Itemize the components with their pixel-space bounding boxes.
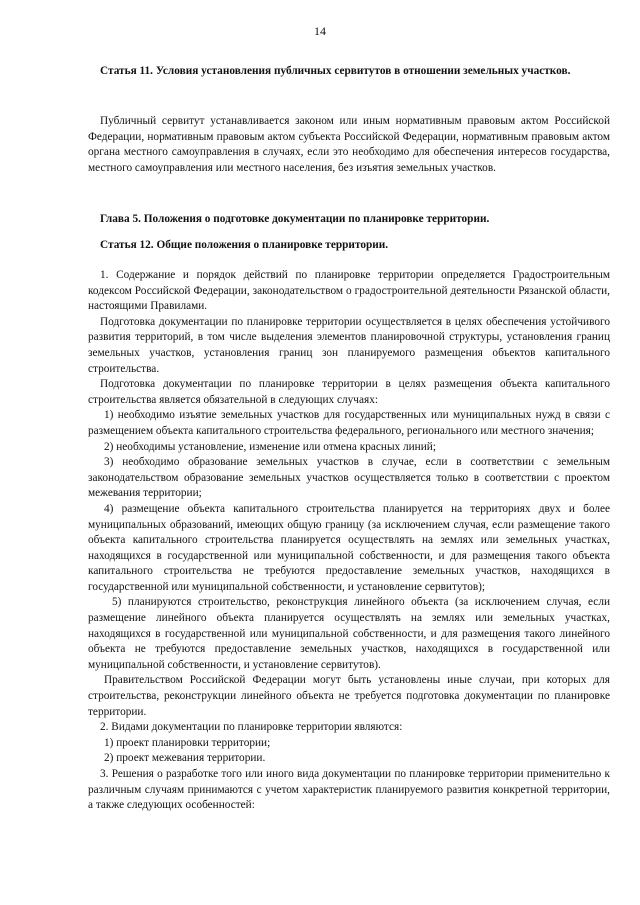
- list-item: 5) планируются строительство, реконструкция линейного объекта (за исключением случая, если размещение линейного объекта планируется осуществлять на землях или земельных участках, находящихся в государственной или муниципальной собственности, и для размещения такого линейного объекта не требуются предоставление земельных участков, находящихся в государственной или муниципальной собственности, и установление сервитутов).: [88, 596, 610, 671]
- list-item: 1) необходимо изъятие земельных участков для государственных или муниципальных нужд в связи с размещением объекта капитального строительства федерального, регионального или местного значения;: [88, 409, 610, 437]
- paragraph: Подготовка документации по планировке территории осуществляется в целях обеспечения устойчивого развития территорий, в том числе выделения элементов планировочной структуры, установления границ земельных участков, установления границ зон планируемого размещения объектов капитального строительства.: [88, 315, 610, 375]
- chapter-5-heading: Глава 5. Положения о подготовке документации по планировке территории.: [100, 213, 490, 225]
- page-number: 14: [314, 24, 326, 38]
- paragraph: 3. Решения о разработке того или иного вида документации по планировке территории применительно к различным случаям принимаются с учетом характеристик планируемого развития конкретной территории, а также следующих особенностей:: [88, 768, 610, 812]
- paragraph: 2. Видами документации по планировке территории являются:: [100, 721, 403, 734]
- list-item: 3) необходимо образование земельных участков в случае, если в соответствии с земельным законодательством образование земельных участков осуществляется только в соответствии с проектом межевания территории;: [88, 456, 610, 500]
- article-11-heading: Статья 11. Условия установления публичных сервитутов в отношении земельных участков.: [100, 65, 571, 77]
- article-11-paragraph: Публичный сервитут устанавливается законом или иным нормативным правовым актом Российской Федерации, нормативным правовым актом субъекта Российской Федерации, нормативным правовым актом органа местного самоуправления в случаях, если это необходимо для обеспечения интересов государства, местного самоуправления или местного населения, без изъятия земельных участков.: [88, 115, 610, 174]
- list-item: 1) проект планировки территории;: [104, 736, 271, 749]
- list-item: 2) необходимы установление, изменение или отмена красных линий;: [104, 440, 436, 453]
- article-11: [88, 64, 610, 80]
- article-11-body: [88, 114, 610, 176]
- paragraph: Подготовка документации по планировке территории в целях размещения объекта капитального строительства является обязательной в следующих случаях:: [88, 378, 610, 406]
- paragraph: Правительством Российской Федерации могут быть установлены иные случаи, при которых для строительства, реконструкции линейного объекта не требуется подготовка документации по планировке территории.: [88, 674, 610, 718]
- list-item: 4) размещение объекта капитального строительства планируется на территориях двух и более муниципальных образований, имеющих общую границу (за исключением случая, если размещение такого объекта капитального строительства планируется осуществлять на землях или земельных участках, находящихся в государственной или муниципальной собственности, и для размещения такого объекта капитального строительства не требуются предоставление земельных участков, находящихся в государственной или муниципальной собственности, и установление сервитутов);: [88, 502, 610, 593]
- article-12-heading: Статья 12. Общие положения о планировке территории.: [100, 239, 389, 251]
- chapter-5: [88, 212, 610, 228]
- article-12: [88, 238, 610, 254]
- article-12-body: [88, 268, 610, 814]
- list-item: 2) проект межевания территории.: [104, 752, 266, 765]
- paragraph: 1. Содержание и порядок действий по планировке территории определяется Градостроительным кодексом Российской Федерации, законодательством о градостроительной деятельности Рязанской области, настоящими Правилами.: [88, 269, 610, 313]
